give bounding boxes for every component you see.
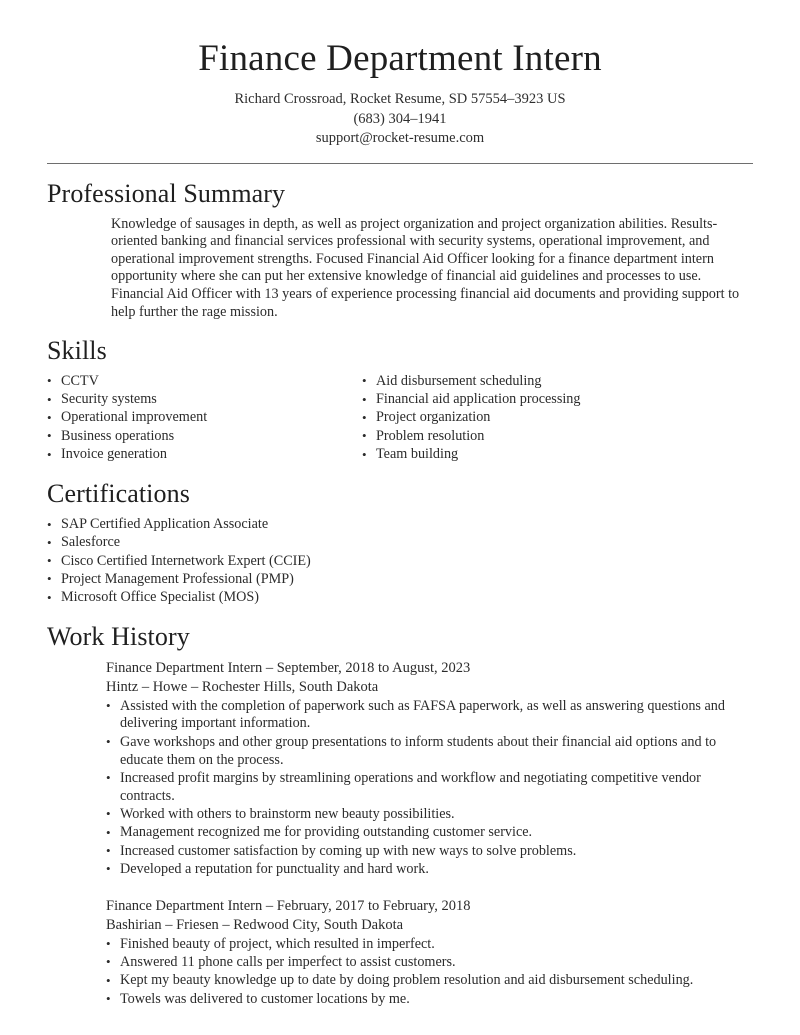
list-item: • Problem resolution	[362, 428, 692, 446]
section-heading-certifications: Certifications	[47, 479, 190, 509]
list-item: • Answered 11 phone calls per imperfect to assist customers.	[106, 954, 751, 972]
contact-info	[47, 90, 753, 149]
summary-paragraph: Knowledge of sausages in depth, as well as project organization and project organization abilities. Results-oriented banking and financial services professional with security systems, operational improvement, and operational improvement strengths. Focused Financial Aid Officer looking for a finance department intern opportunity where she can put her extensive knowledge of financial aid guidelines and processes to use. Financial Aid Officer with 13 years of experience processing financial aid documents and providing support to help further the rage mission.	[111, 215, 740, 320]
list-item: • Project organization	[362, 409, 692, 427]
list-item: • Finished beauty of project, which resulted in imperfect.	[106, 936, 751, 954]
section-skills	[47, 336, 753, 464]
list-item: • Towels was delivered to customer locations by me.	[106, 991, 751, 1009]
job-title-line: Finance Department Intern – September, 2018 to August, 2023	[106, 659, 471, 676]
page-title: Finance Department Intern	[198, 38, 602, 79]
list-item: • SAP Certified Application Associate	[47, 516, 753, 534]
list-item: • Project Management Professional (PMP)	[47, 571, 753, 589]
section-heading-work-history: Work History	[47, 621, 190, 651]
list-item: • Increased profit margins by streamlining operations and workflow and negotiating competitive vendor contracts.	[106, 770, 751, 806]
skills-columns	[47, 373, 753, 464]
section-professional-summary	[47, 179, 753, 321]
list-item: • Security systems	[47, 391, 362, 409]
list-item: • Invoice generation	[47, 446, 362, 464]
job-title-line: Finance Department Intern – February, 2017 to February, 2018	[106, 897, 471, 914]
list-item: • Team building	[362, 446, 692, 464]
list-item: • Increased customer satisfaction by coming up with new ways to solve problems.	[106, 843, 751, 861]
contact-email: support@rocket-resume.com	[315, 130, 485, 147]
list-item: • Gave workshops and other group presentations to inform students about their financial aid options and to educate them on the process.	[106, 734, 751, 770]
list-item: • Business operations	[47, 428, 362, 446]
work-history-entry	[106, 897, 753, 1009]
list-item: • Worked with others to brainstorm new beauty possibilities.	[106, 806, 751, 824]
list-item: • CCTV	[47, 373, 362, 391]
list-item: • Management recognized me for providing outstanding customer service.	[106, 824, 751, 842]
job-company-line: Hintz – Howe – Rochester Hills, South Dakota	[106, 679, 379, 696]
contact-phone: (683) 304–1941	[353, 110, 447, 127]
section-work-history	[47, 622, 753, 1008]
list-item: • Operational improvement	[47, 409, 362, 427]
section-heading-summary: Professional Summary	[47, 178, 286, 208]
job-company-line: Bashirian – Friesen – Redwood City, South Dakota	[106, 917, 404, 934]
list-item: • Assisted with the completion of paperwork such as FAFSA paperwork, as well as answering questions and delivering important information.	[106, 698, 751, 734]
list-item: • Salesforce	[47, 534, 753, 552]
section-heading-skills: Skills	[47, 336, 107, 366]
section-certifications	[47, 479, 753, 607]
job-bullets-list	[106, 936, 751, 1009]
work-history-entry	[106, 659, 753, 879]
list-item: • Microsoft Office Specialist (MOS)	[47, 589, 753, 607]
skills-list-right	[362, 373, 692, 464]
list-item: • Cisco Certified Internetwork Expert (CCIE)	[47, 553, 753, 571]
job-bullets-list	[106, 698, 751, 879]
list-item: • Developed a reputation for punctuality and hard work.	[106, 861, 751, 879]
list-item: • Kept my beauty knowledge up to date by doing problem resolution and aid disbursement scheduling.	[106, 972, 751, 990]
header-divider	[47, 163, 753, 164]
certifications-list	[47, 516, 753, 607]
list-item: • Financial aid application processing	[362, 391, 692, 409]
skills-list-left	[47, 373, 362, 464]
resume-header	[47, 0, 753, 164]
contact-address: Richard Crossroad, Rocket Resume, SD 57554–3923 US	[234, 91, 566, 108]
list-item: • Aid disbursement scheduling	[362, 373, 692, 391]
